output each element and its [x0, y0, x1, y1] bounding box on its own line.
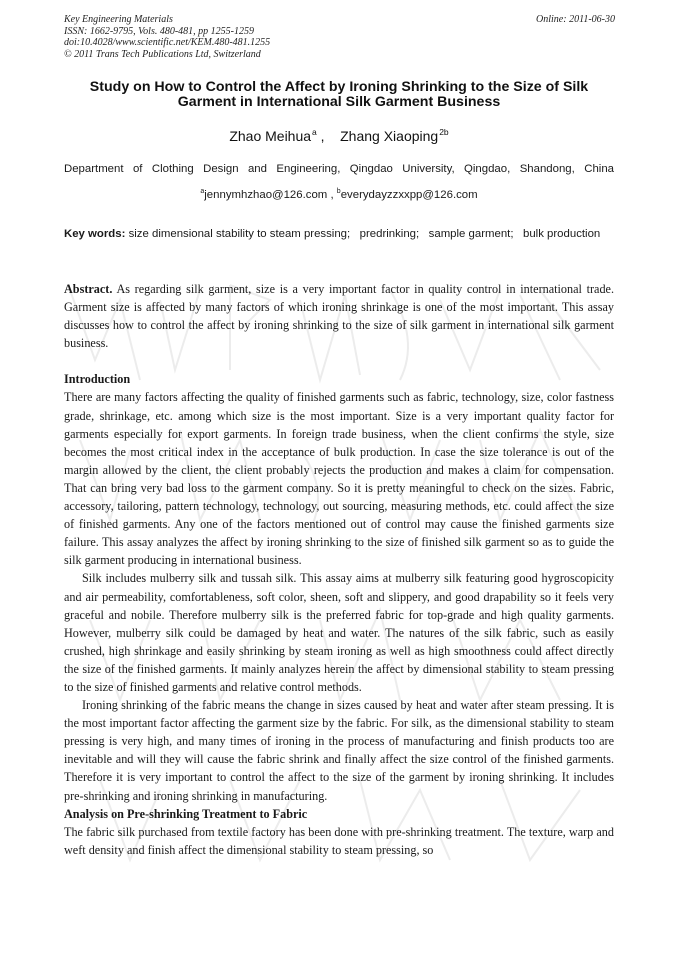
abstract-label: Abstract.	[64, 282, 113, 296]
intro-paragraph: Ironing shrinking of the fabric means the change in sizes caused by heat and water after steam pressing. It is the most important factor affecting the garment size by the fabric. For silk, as the dimensional stability to steam pressing is very high, and many times of ironing in the process of manufacturing and finish products too are inevitable and will they will cause the fabric shrink and finally affect the size control of the finished garments. Therefore it is very important to control the affect to the size of the garment by ironing shrinking. It includes pre-shrinking and ironing shrinking in manufacturing.	[64, 698, 614, 803]
abstract-text: As regarding silk garment, size is a very important factor in quality control in international trade. Garment size is affected by many factors of which ironing shrinkage is one of the most important. This assay discusses how to control the affect by ironing shrinking to the size of silk garment in international silk garment business.	[64, 282, 614, 351]
email-list	[60, 188, 618, 201]
author-separator: ,	[320, 128, 325, 144]
section2-paragraph: The fabric silk purchased from textile factory has been done with pre-shrinking treatment. The texture, warp and weft density and finish affect the dimensional stability to steam pressing, so	[64, 824, 614, 857]
section-heading-introduction: Introduction	[64, 372, 131, 387]
paper-body	[64, 280, 614, 859]
keywords-text: size dimensional stability to steam pressing; predrinking; sample garment; bulk production	[128, 228, 601, 240]
journal-issn: ISSN: 1662-9795, Vols. 480-481, pp 1255-1259	[64, 25, 254, 37]
spacer	[64, 352, 614, 370]
email-mark: b	[336, 188, 341, 195]
email-address[interactable]: everydayzzxxpp@126.com	[340, 189, 478, 201]
paper-title: Study on How to Control the Affect by Ironing Shrinking to the Size of Silk Garment in International Silk Garment Business	[89, 79, 589, 110]
keywords	[64, 226, 614, 243]
journal-name: Key Engineering Materials	[64, 14, 173, 25]
intro-paragraph: There are many factors affecting the quality of finished garments such as fabric, technology, size, color fastness grade, shrinkage, etc. among which size is the most important. Size is a very important quality factor for garments especially for export garments. In foreign trade business, when the client confirms the style, size becomes the most critical index in the acceptance of bulk production. In case the size tolerance is out of the margin allowed by the client, the client probably rejects the production and makes a claim for compensation. That can bring very bad loss to the garment company. So it is pretty meaningful to check on the sizes. Fabric, accessory, tailoring, pattern technology, technology, out sourcing, measuring methods, etc. could affect the size of finished garments. Any one of the factors mentioned out of control may cause the finished garments size failure. This assay analyzes the affect by ironing shrinking to the size of finished silk garment so as to guide the silk garment producing in international business.	[64, 390, 614, 568]
email-mark: a	[200, 188, 205, 195]
email-separator: ,	[327, 189, 337, 201]
journal-copyright: © 2011 Trans Tech Publications Ltd, Switzerland	[64, 48, 261, 60]
author-name: Zhang Xiaoping	[340, 128, 439, 144]
email-address[interactable]: jennymhzhao@126.com	[204, 189, 328, 201]
abstract	[64, 280, 614, 352]
author-name: Zhao Meihua	[229, 128, 312, 144]
journal-header	[64, 14, 270, 60]
author-list	[60, 127, 618, 144]
author-mark: a	[312, 127, 317, 137]
author-mark: 2b	[439, 127, 449, 137]
keywords-label: Key words:	[64, 228, 126, 240]
affiliation: Department of Clothing Design and Engineering, Qingdao University, Qingdao, Shandong, China	[64, 163, 614, 175]
journal-doi: doi:10.4028/www.scientific.net/KEM.480-481.1255	[64, 37, 271, 48]
online-date: Online: 2011-06-30	[536, 14, 615, 25]
intro-paragraph: Silk includes mulberry silk and tussah silk. This assay aims at mulberry silk featuring good hygroscopicity and air permeability, comfortableness, soft color, sheen, soft and slippery, and good drapability so it feels very graceful and nobile. Therefore mulberry silk is the preferred fabric for top-grade and high quality garments. However, mulberry silk could be damaged by heat and water. The natures of the silk fabric, such as easily crushed, high shrinkage and easily shrinking by steam ironing as well as high smoothness could affect directly the size of the finished garments. It mainly analyzes herein the affect by dimensional stability to steam pressing to the size of finished garments and relative control methods.	[64, 571, 614, 694]
section-heading-preshrinking: Analysis on Pre-shrinking Treatment to Fabric	[64, 806, 308, 821]
